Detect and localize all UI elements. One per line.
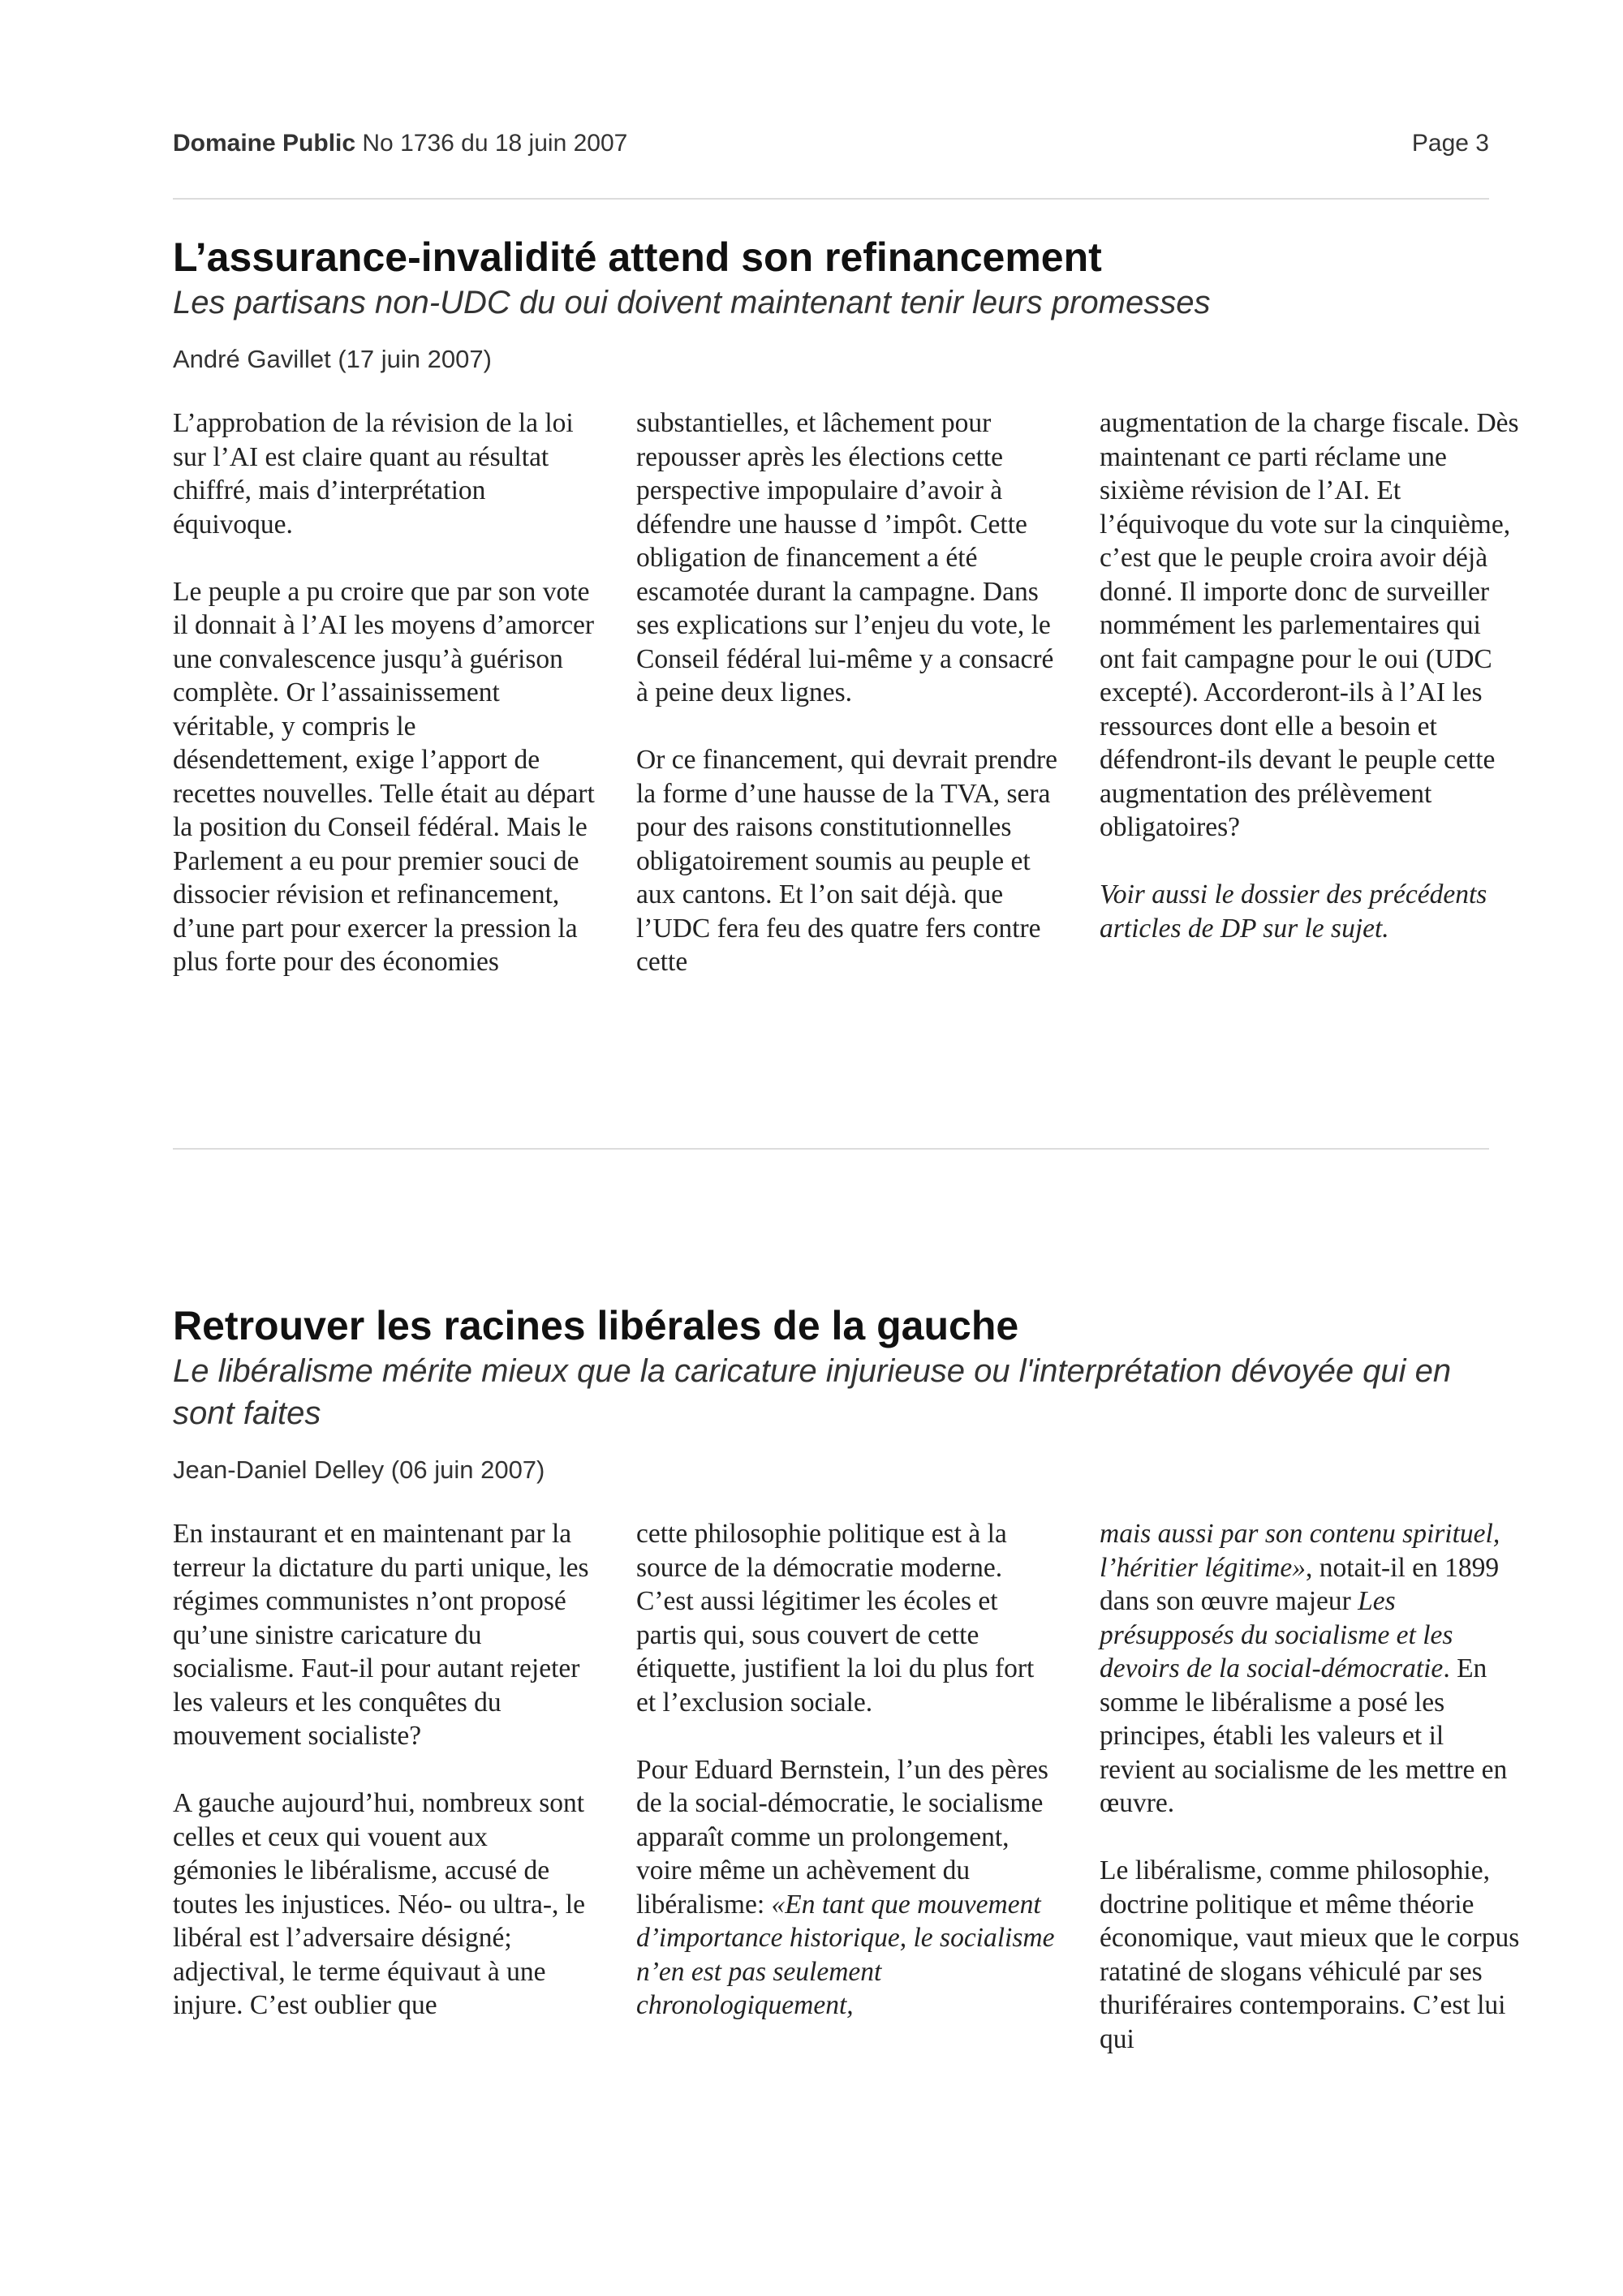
article-ai-refinancing [173,233,1519,979]
dossier-link[interactable] [1100,878,1522,945]
article-subtitle: Les partisans non-UDC du oui doivent maintenant tenir leurs promesses [173,285,1211,320]
column-1 [173,406,595,979]
paragraph: Le libéralisme, comme philosophie, doctrine politique et même théorie économique, vaut mieux que le corpus ratatiné de slogans véhiculé par ses thuriféraires contemporains. C’est lui qui [1100,1855,1520,2054]
paragraph: A gauche aujourd’hui, nombreux sont celles et ceux qui vouent aux gémonies le libéralisme, accusé de toutes les injustices. Néo- ou ultra-, le libéral est l’adversaire désigné; adjectival, le terme équivaut à une injure. C’est oublier que [173,1788,585,2020]
article-body [173,406,1519,979]
document-page [173,0,1520,2296]
column-2 [636,1517,1058,2056]
paragraph: En instaurant et en maintenant par la terreur la dictature du parti unique, les régimes communistes n’ont proposé qu’une sinistre caricature du socialisme. Faut-il pour autant rejeter les valeurs et les conquêtes du mouvement socialiste? [173,1519,589,1751]
paragraph [636,1753,1058,2023]
article-title: L’assurance-invalidité attend son refinancement [173,234,1102,280]
bernstein-quote-end: mais aussi par son contenu spirituel, l’héritier légitime» [1100,1519,1500,1583]
paragraph [1100,1517,1522,1821]
article-divider [173,1148,1489,1150]
issue-info: No 1736 du 18 juin 2007 [362,130,628,157]
publication-name: Domaine Public [173,130,356,157]
paragraph: augmentation de la charge fiscale. Dès maintenant ce parti réclame une sixième révision de l’AI. Et l’équivoque du vote sur la cinquième, c’est que le peuple croira avoir déjà donné. Il importe donc de surveiller nommément les parlementaires qui ont fait campagne pour le oui (UDC excepté). Accorderont-ils à l’AI les ressources dont elle a besoin et défendront-ils devant le peuple cette augmentation des prélèvement obligatoires? [1100,408,1519,842]
article-byline: André Gavillet (17 juin 2007) [173,345,492,373]
dossier-link-text[interactable]: Voir aussi le dossier des précédents articles de DP sur le sujet. [1100,879,1487,944]
paragraph: Le peuple a pu croire que par son vote il donnait à l’AI les moyens d’amorcer une convalescence jusqu’à guérison complète. Or l’assainissement véritable, y compris le désendettement, exige l’apport de recettes nouvelles. Telle était au départ la position du Conseil fédéral. Mais le Parlement a eu pour premier souci de dissocier révision et refinancement, d’une part pour exercer la pression la plus forte pour des économies [173,576,595,977]
bernstein-quote: «En tant que mouvement d’importance historique, le socialisme n’en est pas seulement chronologiquement, [636,1889,1055,2020]
article-subtitle: Le libéralisme mérite mieux que la caricature injurieuse ou l'interprétation dévoyée qui en sont faites [173,1353,1452,1431]
column-2 [636,406,1058,979]
article-liberal-roots [173,1301,1520,2056]
header-divider [173,198,1489,200]
column-3 [1100,1517,1522,2056]
paragraph-text: . En somme le libéralisme a posé les principes, établi les valeurs et il revient au socialisme de les mettre en œuvre. [1100,1653,1508,1818]
paragraph: cette philosophie politique est à la source de la démocratie moderne. C’est aussi légitimer les écoles et partis qui, sous couvert de cette étiquette, justifient la loi du plus fort et l’exclusion sociale. [636,1519,1035,1718]
column-3 [1100,406,1522,979]
paragraph: L’approbation de la révision de la loi sur l’AI est claire quant au résultat chiffré, mais d’interprétation équivoque. [173,408,574,540]
paragraph-text: , notait-il en 1899 dans son œuvre majeur [1100,1552,1500,1616]
book-title: Les présupposés du socialisme et les devoirs de la social-démocratie [1100,1586,1453,1683]
article-body [173,1517,1520,2056]
paragraph: Or ce financement, qui devrait prendre la forme d’une hausse de la TVA, sera pour des raisons constitutionnelles obligatoirement soumis au peuple et aux cantons. Et l’on sait déjà. que l’UDC fera feu des quatre fers contre cette [636,745,1058,977]
paragraph: substantielles, et lâchement pour repousser après les élections cette perspective impopulaire d’avoir à défendre une hausse d ’impôt. Cette obligation de financement a été escamotée durant la campagne. Dans ses explications sur l’enjeu du vote, le Conseil fédéral lui-même y a consacré à peine deux lignes. [636,408,1054,707]
paragraph-text: Pour Eduard Bernstein, l’un des pères de la social-démocratie, le socialisme apparaît comme un prolongement, voire même un achèvement du libéralisme: [636,1754,1048,1920]
article-byline: Jean-Daniel Delley (06 juin 2007) [173,1455,545,1484]
article-title: Retrouver les racines libérales de la gauche [173,1303,1019,1348]
page-header [173,130,1489,170]
page-number: Page 3 [1411,130,1489,157]
column-1 [173,1517,595,2056]
